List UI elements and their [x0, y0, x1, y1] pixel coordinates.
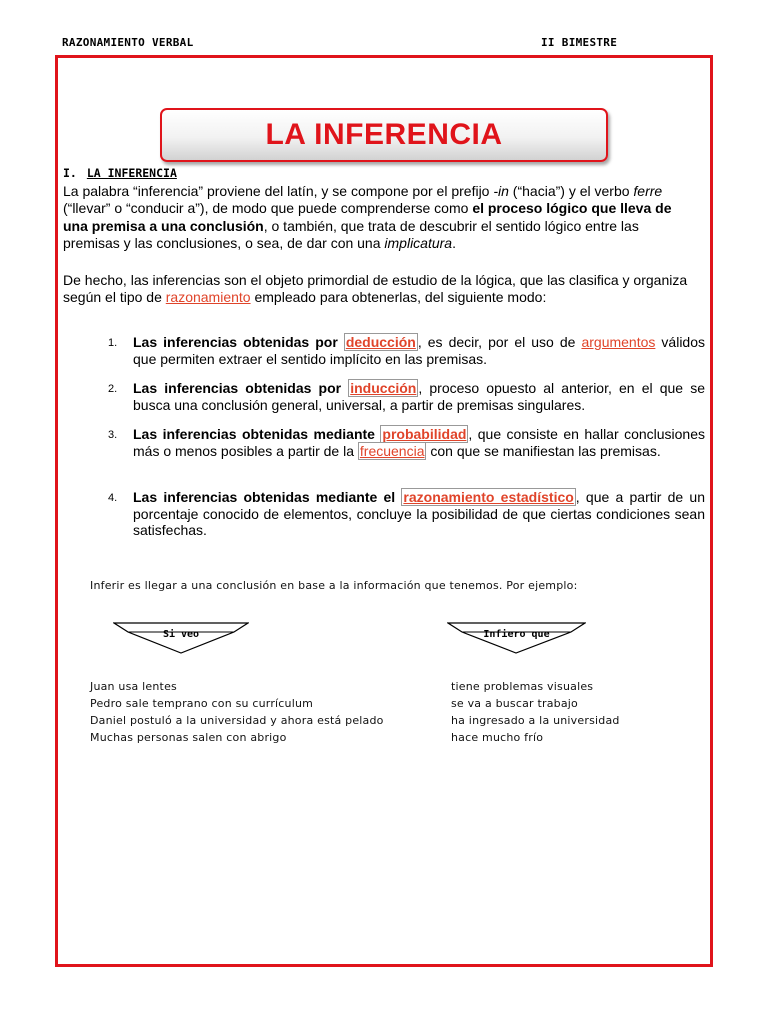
- title-banner: [160, 108, 608, 162]
- para-text: empleado para obtenerlas, del siguiente modo:: [250, 289, 547, 306]
- intro-text: La palabra “inferencia” proviene del latín, y se compone por el prefijo: [63, 183, 494, 199]
- link-razonamiento-estadistico[interactable]: razonamiento estadístico: [403, 489, 574, 505]
- item-text: válidos que permiten extraer el sentido implícito en las premisas.: [133, 334, 705, 367]
- section-heading: [63, 166, 177, 180]
- intro-text: (“llevar” o “conducir a”), de modo que puede comprenderse como: [63, 200, 473, 217]
- item-number: 2.: [108, 383, 118, 395]
- observation-item: Muchas personas salen con abrigo: [90, 731, 287, 744]
- inference-item: hace mucho frío: [451, 731, 544, 744]
- section-title: LA INFERENCIA: [86, 166, 177, 180]
- observation-item: Pedro sale temprano con su currículum: [90, 697, 314, 710]
- link-frecuencia[interactable]: frecuencia: [359, 442, 425, 459]
- intro-paragraph: [63, 183, 690, 252]
- item-text: , que a partir de un porcentaje conocido de elementos, concluye la posibilidad de que ciertas condiciones sean satisfechas.: [133, 489, 705, 539]
- item-lead: Las inferencias obtenidas por: [133, 380, 349, 396]
- item-lead: Las inferencias obtenidas mediante: [133, 426, 381, 442]
- section-number: I.: [63, 166, 77, 180]
- intro-text: .: [452, 234, 456, 251]
- link-induccion[interactable]: inducción: [350, 380, 417, 396]
- inference-item: se va a buscar trabajo: [451, 697, 578, 710]
- intro-text: (“hacia”) y el verbo: [508, 183, 634, 199]
- page-title: LA INFERENCIA: [265, 118, 503, 151]
- link-probabilidad[interactable]: probabilidad: [382, 426, 467, 442]
- item-lead: Las inferencias obtenidas por: [133, 334, 344, 350]
- intro-definition: el proceso lógico que lleva de una premisa a una conclusión: [63, 200, 672, 234]
- header-subject: RAZONAMIENTO VERBAL: [62, 36, 194, 49]
- inference-item: tiene problemas visuales: [451, 680, 594, 693]
- link-argumentos[interactable]: argumentos: [581, 334, 656, 350]
- para-text: De hecho, las inferencias son el objeto primordial de estudio de la lógica, que las clasifica y organiza según el tipo de: [63, 272, 688, 306]
- item-text: , proceso opuesto al anterior, en el que se busca una conclusión general, universal, a partir de premisas singulares.: [133, 380, 705, 413]
- item-text: , es decir, por el uso de: [417, 334, 582, 350]
- item-text: con que se manifiestan las premisas.: [426, 442, 661, 459]
- infiero-que-label: Infiero que: [483, 629, 550, 640]
- si-veo-label: Si veo: [162, 629, 200, 640]
- intro-prefix: -in: [493, 183, 509, 199]
- intro-verb: ferre: [633, 183, 663, 199]
- intro-text: , o también, que trata de descubrir el sentido lógico entre las premisas y las conclusiones, o sea, de dar con una: [63, 217, 639, 251]
- item-text: , que consiste en hallar conclusiones más o menos posibles a partir de la: [133, 426, 706, 459]
- intro-implicatura: implicatura: [384, 234, 453, 251]
- header-period: II BIMESTRE: [541, 36, 618, 49]
- link-razonamiento[interactable]: razonamiento: [165, 289, 251, 306]
- infiero-que-arrow: [447, 622, 586, 654]
- classification-paragraph: [63, 272, 690, 307]
- item-number: 4.: [108, 492, 118, 504]
- item-number: 3.: [108, 429, 118, 441]
- link-deduccion[interactable]: deducción: [345, 334, 416, 350]
- observation-item: Daniel postuló a la universidad y ahora está pelado: [90, 714, 384, 727]
- observation-item: Juan usa lentes: [90, 680, 177, 693]
- item-number: 1.: [108, 337, 118, 349]
- example-intro: Inferir es llegar a una conclusión en base a la información que tenemos. Por ejemplo:: [90, 579, 578, 592]
- item-lead: Las inferencias obtenidas mediante el: [133, 489, 402, 505]
- si-veo-arrow: [113, 622, 249, 654]
- inference-item: ha ingresado a la universidad: [451, 714, 620, 727]
